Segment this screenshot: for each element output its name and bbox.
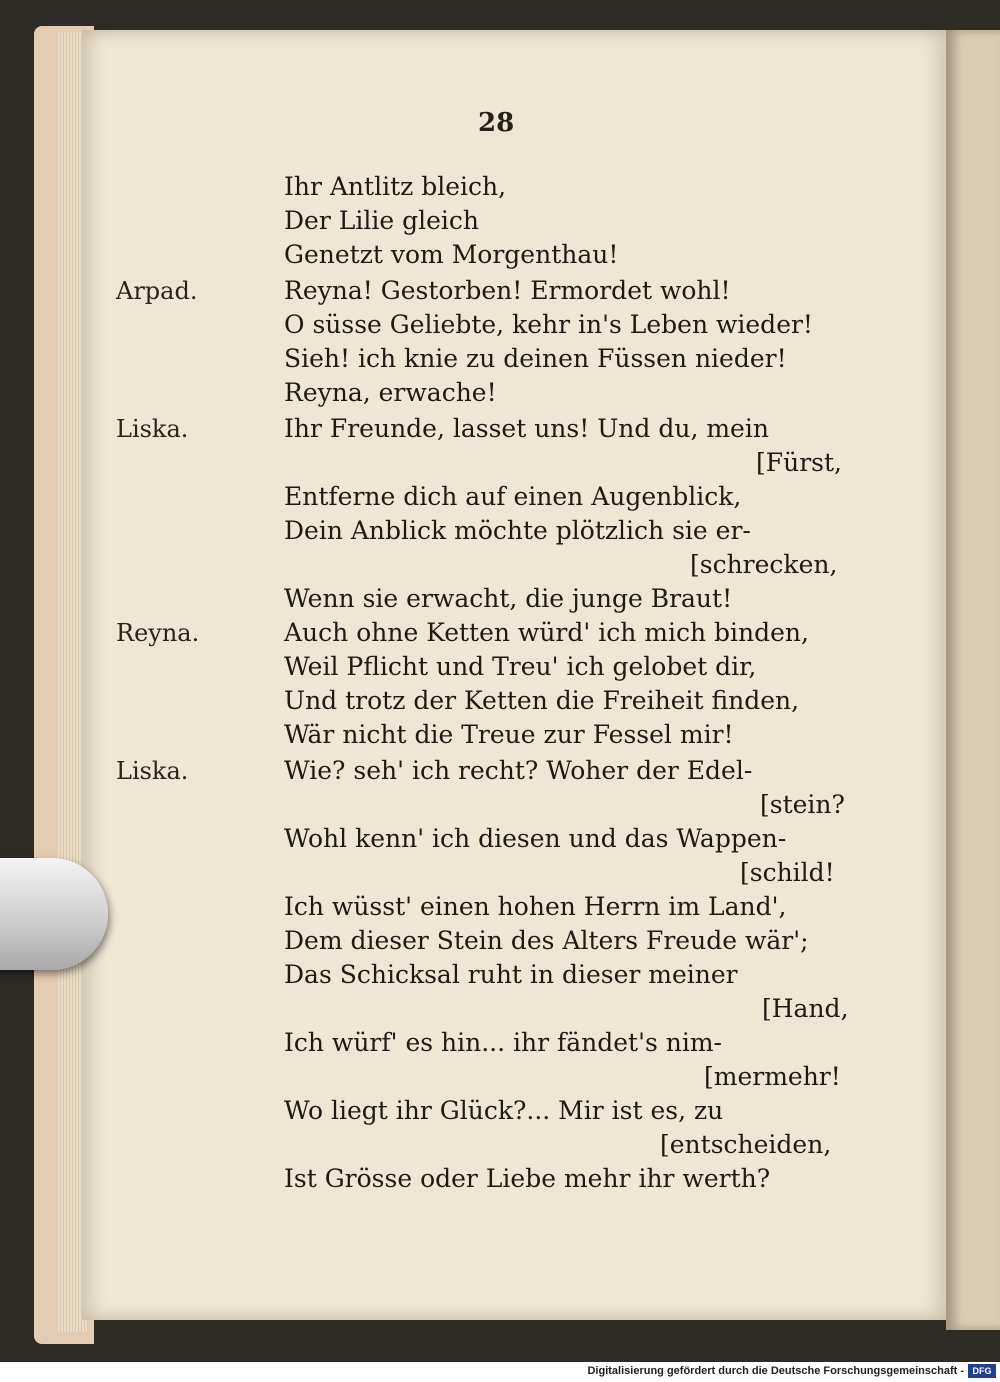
verse-line: Entferne dich auf einen Augenblick, bbox=[284, 482, 742, 511]
page-number: 28 bbox=[478, 108, 515, 138]
opposite-page-edge bbox=[946, 30, 1000, 1330]
verse-line: [Hand, bbox=[762, 994, 849, 1023]
verse-line: Auch ohne Ketten würd' ich mich binden, bbox=[284, 618, 809, 647]
verse-line: Ich wüsst' einen hohen Herrn im Land', bbox=[284, 892, 787, 921]
verse-line: [mermehr! bbox=[704, 1062, 841, 1091]
speaker-name: Reyna. bbox=[116, 619, 200, 647]
verse-line: Dein Anblick möchte plötzlich sie er- bbox=[284, 516, 751, 545]
verse-line: [entscheiden, bbox=[660, 1130, 832, 1159]
verse-line: Ihr Freunde, lasset uns! Und du, mein bbox=[284, 414, 769, 443]
verse-line: Genetzt vom Morgenthau! bbox=[284, 240, 619, 269]
verse-line: Wohl kenn' ich diesen und das Wappen- bbox=[284, 824, 787, 853]
verse-line: O süsse Geliebte, kehr in's Leben wieder! bbox=[284, 310, 813, 339]
verse-line: Weil Pflicht und Treu' ich gelobet dir, bbox=[284, 652, 757, 681]
page-clip bbox=[0, 858, 108, 970]
verse-line: Dem dieser Stein des Alters Freude wär'; bbox=[284, 926, 809, 955]
verse-line: Wär nicht die Treue zur Fessel mir! bbox=[284, 720, 734, 749]
verse-line: [stein? bbox=[760, 790, 845, 819]
verse-line: Und trotz der Ketten die Freiheit finden, bbox=[284, 686, 800, 715]
verse-line: Sieh! ich knie zu deinen Füssen nieder! bbox=[284, 344, 787, 373]
verse-line: [schrecken, bbox=[690, 550, 838, 579]
verse-line: [schild! bbox=[740, 858, 835, 887]
speaker-name: Arpad. bbox=[116, 277, 198, 305]
dfg-logo: DFG bbox=[968, 1364, 996, 1378]
verse-line: [Fürst, bbox=[756, 448, 842, 477]
verse-line: Reyna, erwache! bbox=[284, 378, 497, 407]
verse-line: Reyna! Gestorben! Ermordet wohl! bbox=[284, 276, 731, 305]
verse-line: Der Lilie gleich bbox=[284, 206, 479, 235]
speaker-name: Liska. bbox=[116, 757, 189, 785]
verse-line: Wenn sie erwacht, die junge Braut! bbox=[284, 584, 733, 613]
verse-line: Wie? seh' ich recht? Woher der Edel- bbox=[284, 756, 753, 785]
verse-line: Wo liegt ihr Glück?... Mir ist es, zu bbox=[284, 1096, 724, 1125]
verse-line: Das Schicksal ruht in dieser meiner bbox=[284, 960, 738, 989]
verse-line: Ihr Antlitz bleich, bbox=[284, 172, 507, 201]
verse-line: Ist Grösse oder Liebe mehr ihr werth? bbox=[284, 1164, 771, 1193]
digitization-credit: Digitalisierung gefördert durch die Deutsche Forschungsgemeinschaft - bbox=[587, 1365, 964, 1377]
speaker-name: Liska. bbox=[116, 415, 189, 443]
verse-line: Ich würf' es hin... ihr fändet's nim- bbox=[284, 1028, 723, 1057]
